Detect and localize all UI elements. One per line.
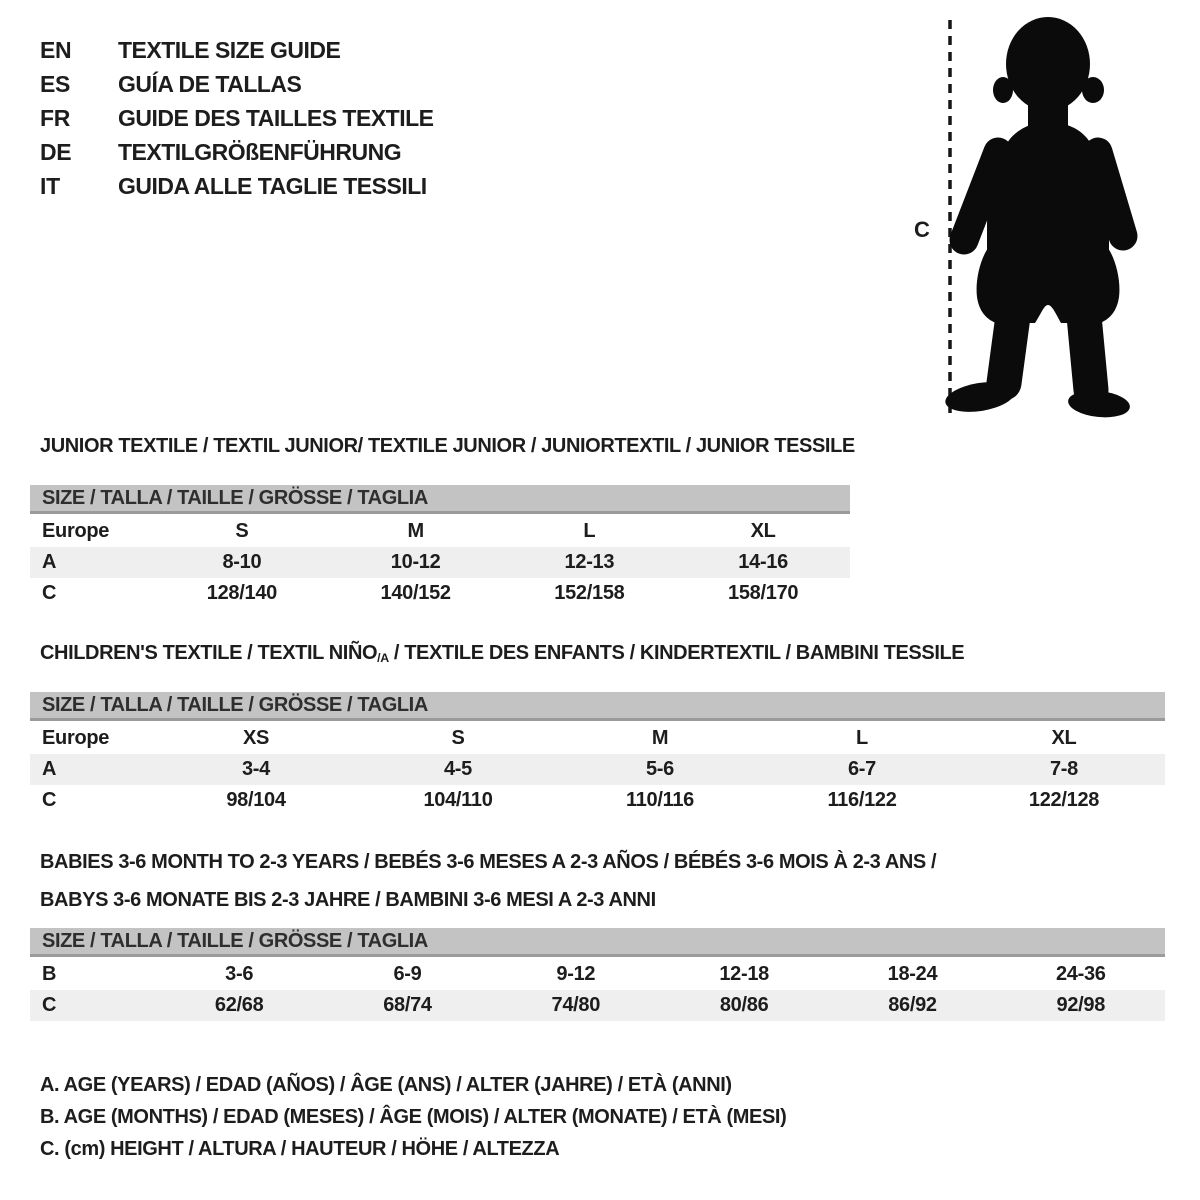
row-label: A xyxy=(42,758,57,780)
table-cell: 8-10 xyxy=(222,551,262,573)
row-label: C xyxy=(42,582,57,604)
table-row xyxy=(30,723,1165,754)
toddler-silhouette-icon xyxy=(943,17,1131,420)
table-cell: 24-36 xyxy=(1055,963,1106,985)
table-row xyxy=(30,990,1165,1021)
table-cell: 6-7 xyxy=(847,758,876,780)
table-cell: M xyxy=(651,727,669,749)
table-cell: XL xyxy=(750,520,776,542)
table-cell: L xyxy=(583,520,596,542)
section-title-junior: JUNIOR TEXTILE / TEXTIL JUNIOR/ TEXTILE JUNIOR / JUNIORTEXTIL / JUNIOR TESSILE xyxy=(40,435,855,457)
table-cell: 10-12 xyxy=(390,551,441,573)
table-cell: 62/68 xyxy=(214,994,264,1016)
language-row xyxy=(40,169,434,203)
legend-block xyxy=(40,1069,786,1165)
table-cell: 12-13 xyxy=(564,551,615,573)
section-title-babies: BABIES 3-6 MONTH TO 2-3 YEARS / BEBÉS 3-6 MESES A 2-3 AÑOS / BÉBÉS 3-6 MOIS À 2-3 ANS / BABYS 3-6 MONATE BIS 2-3 JAHRE / BAMBINI 3-6 MESI A 2-3 ANNI xyxy=(40,851,937,911)
height-measure-label: C xyxy=(914,217,930,242)
table-cell: 92/98 xyxy=(1056,994,1106,1016)
table-cell: 18-24 xyxy=(887,963,938,985)
table-row xyxy=(30,547,850,578)
table-cell: 74/80 xyxy=(551,994,601,1016)
table-row xyxy=(30,578,850,609)
table-cell: XL xyxy=(1051,727,1077,749)
table-cell: 80/86 xyxy=(719,994,769,1016)
size-header-bar: SIZE / TALLA / TAILLE / GRÖSSE / TAGLIA xyxy=(30,692,1165,721)
legend-line-c: C. (cm) HEIGHT / ALTURA / HAUTEUR / HÖHE / ALTEZZA xyxy=(40,1138,560,1160)
language-row xyxy=(40,101,434,135)
language-row xyxy=(40,67,434,101)
size-header-bar: SIZE / TALLA / TAILLE / GRÖSSE / TAGLIA xyxy=(30,485,850,514)
table-cell: S xyxy=(235,520,249,542)
table-cell: 6-9 xyxy=(393,963,422,985)
table-cell: 128/140 xyxy=(206,582,277,604)
table-row xyxy=(30,959,1165,990)
table-cell: XS xyxy=(242,727,270,749)
table-cell: 12-18 xyxy=(719,963,769,985)
table-cell: M xyxy=(407,520,424,542)
table-cell: 152/158 xyxy=(554,582,625,604)
table-cell: L xyxy=(856,727,868,749)
table-cell: 116/122 xyxy=(827,789,897,811)
size-header-bar: SIZE / TALLA / TAILLE / GRÖSSE / TAGLIA xyxy=(30,928,1165,957)
table-cell: 98/104 xyxy=(226,789,286,811)
table-cell: 3-6 xyxy=(225,963,254,985)
table-cell: 14-16 xyxy=(738,551,788,573)
language-title: TEXTILE SIZE GUIDE xyxy=(118,36,341,63)
section-title-children: CHILDREN'S TEXTILE / TEXTIL NIÑO/A / TEXTILE DES ENFANTS / KINDERTEXTIL / BAMBINI TESSILE xyxy=(40,642,965,666)
table-cell: 104/110 xyxy=(423,789,493,811)
language-code: IT xyxy=(40,172,60,199)
table-row xyxy=(30,754,1165,785)
table-row xyxy=(30,785,1165,816)
table-cell: 9-12 xyxy=(556,963,596,985)
table-cell: 110/116 xyxy=(626,789,694,811)
row-label: B xyxy=(42,963,57,985)
language-code: ES xyxy=(40,70,71,97)
language-row xyxy=(40,135,434,169)
children-size-table xyxy=(30,692,1165,816)
language-title: GUÍA DE TALLAS xyxy=(118,70,302,97)
table-cell: 122/128 xyxy=(1028,789,1100,811)
language-row xyxy=(40,33,434,67)
language-title: GUIDA ALLE TAGLIE TESSILI xyxy=(118,172,427,199)
table-cell: 4-5 xyxy=(443,758,472,780)
table-cell: 140/152 xyxy=(380,582,451,604)
table-cell: 68/74 xyxy=(383,994,432,1016)
language-title: TEXTILGRÖßENFÜHRUNG xyxy=(118,138,402,165)
language-code: EN xyxy=(40,36,72,63)
table-cell: 158/170 xyxy=(728,582,799,604)
table-cell: 86/92 xyxy=(888,994,937,1016)
table-cell: S xyxy=(451,727,465,749)
table-cell: 3-4 xyxy=(241,758,270,780)
height-measure-figure xyxy=(900,0,1200,430)
babies-size-table xyxy=(30,928,1165,1021)
row-label: A xyxy=(42,551,57,573)
legend-line-a: A. AGE (YEARS) / EDAD (AÑOS) / ÂGE (ANS) / ALTER (JAHRE) / ETÀ (ANNI) xyxy=(40,1074,732,1096)
language-code: DE xyxy=(40,138,72,165)
row-label: C xyxy=(42,789,57,811)
row-label: C xyxy=(42,994,57,1016)
row-label: Europe xyxy=(42,520,110,542)
junior-size-table xyxy=(30,485,850,609)
table-cell: 7-8 xyxy=(1049,758,1078,780)
language-title: GUIDE DES TAILLES TEXTILE xyxy=(118,104,434,131)
language-code: FR xyxy=(40,104,71,131)
language-title-block xyxy=(40,33,434,203)
table-row xyxy=(30,516,850,547)
table-cell: 5-6 xyxy=(645,758,674,780)
legend-line-b: B. AGE (MONTHS) / EDAD (MESES) / ÂGE (MOIS) / ALTER (MONATE) / ETÀ (MESI) xyxy=(40,1106,787,1128)
row-label: Europe xyxy=(42,727,110,749)
